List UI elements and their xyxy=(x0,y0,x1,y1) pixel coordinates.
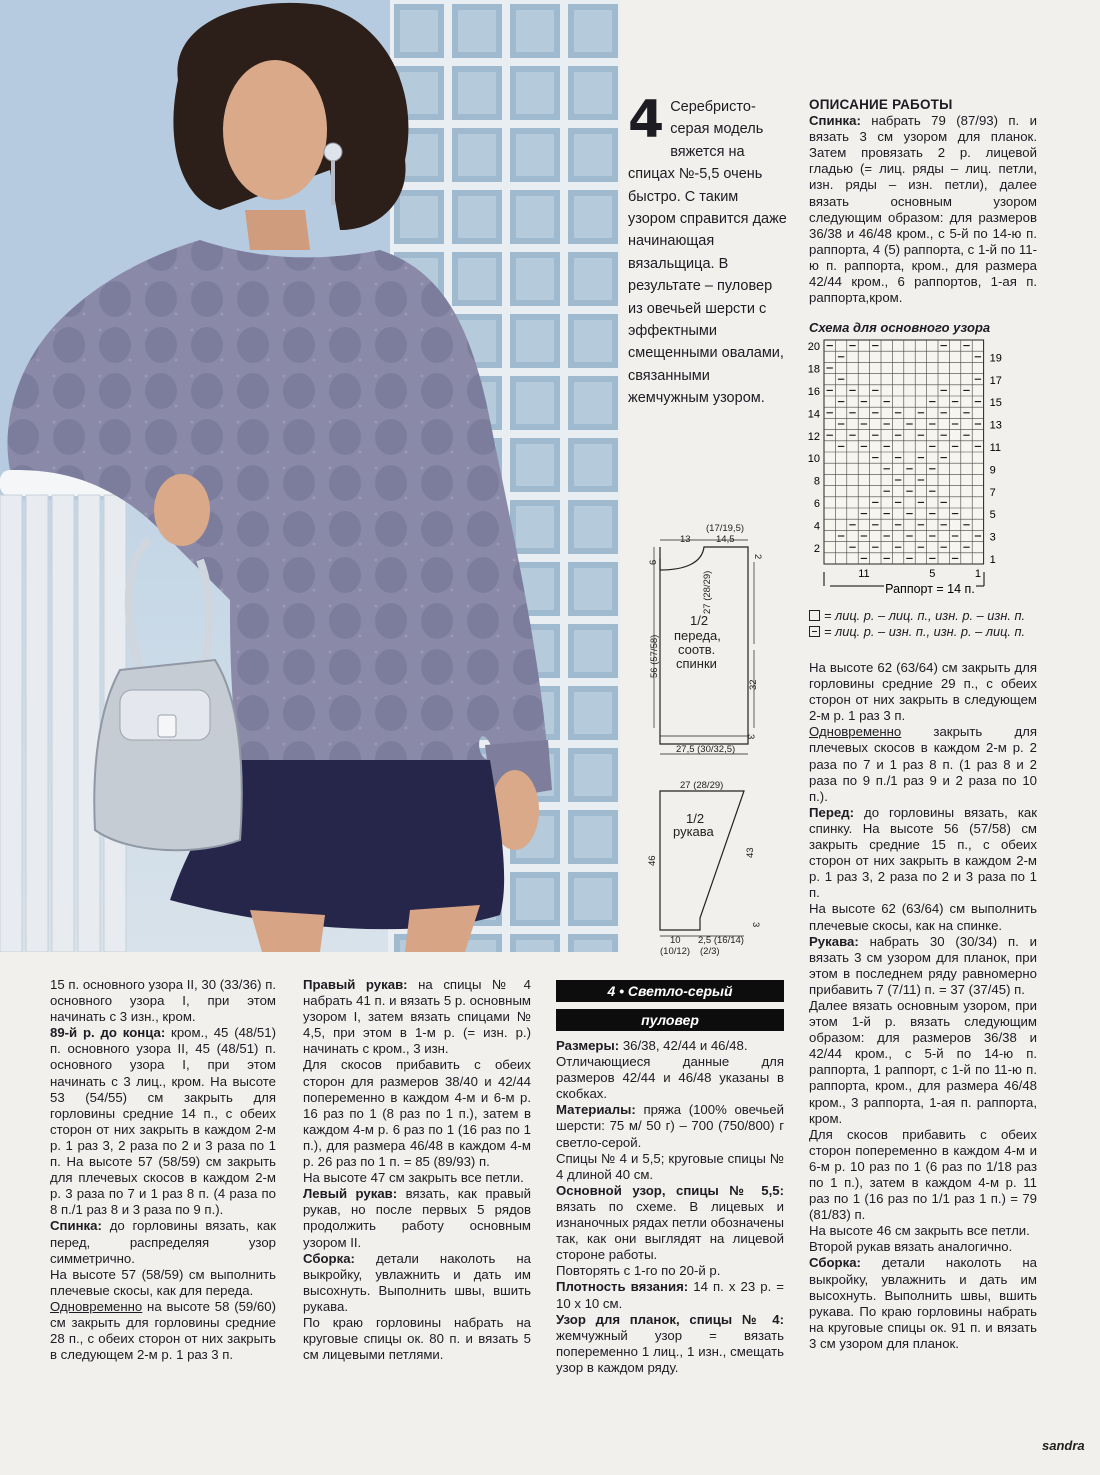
pattern-text: вязать по схеме. В лицевых и изнаночных рядах петли обозначены так, как они выглядят на лицевой стороне работы. xyxy=(556,1198,784,1263)
dim-neck-depth-right: 2 xyxy=(752,554,763,560)
sleeve-right-dim: 43 xyxy=(745,847,756,858)
gauge-text: 14 п. х 23 р. = 10 х 10 см. xyxy=(556,1279,785,1311)
front-label: Перед: xyxy=(809,804,854,820)
chart-row-label: 3 xyxy=(989,531,996,544)
sleeves-text: набрать 30 (30/34) п. и вязать 3 см узором для планок, при этом в последнем ряду равномерно прибавить 7 (7/11) п. = 37 (37/45) п. xyxy=(809,933,1037,997)
sleeve-hem-dim: 3 xyxy=(750,922,761,928)
assembly-label: Сборка: xyxy=(809,1255,861,1271)
model-photo xyxy=(0,0,620,952)
gauge-label: Плотность вязания: xyxy=(556,1279,689,1295)
chart-row-label: 9 xyxy=(989,464,996,477)
chart-row-label: 17 xyxy=(989,374,1002,387)
dim-bottom-width: 27,5 (30/32,5) xyxy=(676,744,736,755)
chart-row-label: 19 xyxy=(989,352,1002,365)
back2-neck: на высоте 58 (59/60) см закрыть для горловины средние 28 п., с обеих сторон от них закрыть в следующем 2-м р. 1 раз 3 п. xyxy=(50,1298,276,1363)
materials-text: пряжа (100% овечьей шерсти: 75 м/ 50 г) – 700 (750/800) г светло-серой. xyxy=(556,1102,784,1150)
chart-row-label: 7 xyxy=(989,486,996,499)
chart-row-label: 16 xyxy=(807,386,820,398)
chart-col-label: 5 xyxy=(929,568,936,580)
chart-col-label: 1 xyxy=(974,568,981,580)
sleeves-increase-text: Для скосов прибавить с обеих сторон попеременно в каждом 4-м и 6-м р. 10 раз по 1 (6 раз по 1/18 раз по 1 п.), затем в каждом 4-м р. 11 раз по 1 (16 раз по 1/1 раз 1 п.) = 79 (81/83) п. xyxy=(809,1126,1037,1223)
legend-row-dash: = лиц. р. – изн. п., изн. р. – лиц. п. xyxy=(809,624,1039,640)
chart-row-label: 15 xyxy=(989,397,1002,410)
right-sleeve-text: на спицы № 4 набрать 41 п. и вязать 5 р. основным узором I, затем вязать спицами № 4,5, при этом в 1-м р. (= изн. р.) начинать с кром., 3 изн. xyxy=(303,977,531,1057)
sleeve-left-dim: 46 xyxy=(647,855,658,866)
assembly2-label: Сборка: xyxy=(303,1250,355,1266)
dim-hem-right: 3 xyxy=(745,734,756,740)
work-description xyxy=(809,97,1037,306)
dash-box-icon xyxy=(809,626,820,637)
sleeve-bottom-b: (10/12) xyxy=(660,946,691,957)
sleeve-top-dim: 27 (28/29) xyxy=(680,780,724,791)
sleeve-bottom-a: 10 xyxy=(670,935,681,946)
chart-row-label: 11 xyxy=(989,442,1002,454)
sizes-note: Отличающиеся данные для размеров 42/44 и 46/48 указаны в скобках. xyxy=(556,1054,784,1102)
chart-row-label: 10 xyxy=(807,453,820,466)
shoulder-text: закрыть для плечевых скосов в каждом 2-м р. 2 раза по 7 и 1 раз 8 п. (1 раз 8 и 2 раза по 9 п./1 раз 9 и 2 раза по 10 п.). xyxy=(809,724,1037,804)
chart-row-label: 4 xyxy=(813,520,820,533)
rapport-label: Раппорт = 14 п. xyxy=(885,582,975,596)
chart-row-label: 1 xyxy=(989,554,996,566)
sleeves-pattern-text: Далее вязать основным узором, при этом 1-й р. вязать следующим образом: для размеров 36/38 и 42/44 кром., с 5-й по 14-ю п. раппорта, 1 раппорт, с 1-й по 11-ю п. раппорта, кром., для размера 46/48 кром., 3 раппорта, 1-ая п. раппорта, кром. xyxy=(809,997,1037,1126)
chart-row-label: 12 xyxy=(807,430,820,443)
back-label: Спинка: xyxy=(809,113,861,129)
dim-top-total: (17/19,5) xyxy=(706,523,745,534)
chart-legend xyxy=(809,608,1039,640)
sleeve-bindoff: На высоте 47 см закрыть все петли. xyxy=(303,1170,524,1186)
chart-row-label: 2 xyxy=(813,542,820,555)
instructions-col-2 xyxy=(303,977,531,1363)
pattern-label: Основной узор, спицы № 5,5: xyxy=(556,1182,784,1198)
sleeve-bottom-c: 2,5 (16/14) xyxy=(698,935,744,946)
sleeve-increase-text: Для скосов прибавить с обеих сторон для размеров 38/40 и 42/44 попеременно в каждом 4-м и 6-м р. 16 раз по 1 (8 раз по 1 п.), затем в каждом 4-м р. 6 раз по 1 (16 раз по 1 п.), для размера 46/48 в каждом 4-м р. 26 раз по 1 п. = 85 (89/93) п. xyxy=(303,1057,531,1170)
dim-top-a: 13 xyxy=(680,534,691,545)
col1-intro: 15 п. основного узора II, 30 (33/36) п. основного узора I, при этом начинать с 3 изн., кром. xyxy=(50,977,276,1025)
chart-col-label: 11 xyxy=(858,568,870,580)
needles-text: Спицы № 4 и 5,5; круговые спицы № 4 длиной 40 см. xyxy=(556,1150,784,1182)
sleeves-label: Рукава: xyxy=(809,933,859,949)
model-banner: 4 • Светло-серый xyxy=(556,980,784,1002)
chart-row-label: 5 xyxy=(989,509,996,522)
chart-row-label: 18 xyxy=(807,363,820,376)
back-text: набрать 79 (87/93) п. и вязать 3 см узором для планок. Затем провязать 2 р. лицевой гладью (= лиц. ряды – лиц. петли, изн. ряды – изн. петли), далее вязать основным узором следующим образом: для размеров 36/38 и 46/48 кром., с 5-й по 14-ю п. раппорта, 4 (5) раппорта, с 1-й по 11-ю п. раппорта, кром., для размера 42/44 кром., 6 раппортов, 1-ая п. раппорта,кром. xyxy=(809,113,1037,306)
sleeves-bindoff-text: На высоте 46 см закрыть все петли. xyxy=(809,1223,1030,1239)
sizes-text: 36/38, 42/44 и 46/48. xyxy=(619,1038,748,1053)
second-sleeve-text: Второй рукав вязать аналогично. xyxy=(809,1239,1013,1255)
instructions-right xyxy=(809,660,1037,1352)
sizes-label: Размеры: xyxy=(556,1038,620,1053)
dim-top-b: 14,5 xyxy=(716,534,735,545)
back2-shoulder: На высоте 57 (58/59) см выполнить плечевые скосы, как для переда. xyxy=(50,1266,276,1298)
chart-row-label: 8 xyxy=(813,475,820,488)
sleeve-label-1: 1/2 xyxy=(686,811,705,826)
model-banner-sub: пуловер xyxy=(556,1009,784,1031)
body-label-2: переда, xyxy=(674,628,721,643)
section-heading: ОПИСАНИЕ РАБОТЫ xyxy=(809,97,953,112)
pattern-schematic xyxy=(640,518,780,968)
right-sleeve-label: Правый рукав: xyxy=(303,977,408,992)
row89-label: 89-й р. до конца: xyxy=(50,1025,166,1041)
dim-side-height: 56 (57/58) xyxy=(649,634,660,678)
neckline-text: По краю горловины набрать на круговые спицы ок. 80 п. и вязать 5 см лицевыми петлями. xyxy=(303,1314,531,1363)
body-label-1: 1/2 xyxy=(690,613,709,628)
repeat-text: Повторять с 1-го по 20-й р. xyxy=(556,1263,721,1279)
sleeve-bottom-d: (2/3) xyxy=(700,946,720,957)
body-label-4: спинки xyxy=(676,656,717,671)
simultaneously2-label: Одновременно xyxy=(50,1298,143,1314)
dim-armhole: 27 (28/29) xyxy=(702,570,713,614)
row89-text: кром., 45 (48/51) п. основного узора II, 45 (48/51) п. основного узора I, при этом начинать с 3 лиц., кром. На высоте 53 (54/55) см закрыть для горловины средние 14 п., с обеих сторон от них закрыть в каждом 2-м р. 1 раз 3, 2 раза по 2 и 3 раза по 1 п. На высоте 57 (58/59) см закрыть для плечевых скосов в каждом 2-м р. 3 раза по 7 и 1 раз 8 п. (4 раза по 8 п./1 раз 8 и 3 раза по 9 п.). xyxy=(50,1025,276,1218)
chart-row-label: 20 xyxy=(807,341,820,354)
intro-block xyxy=(628,90,788,410)
back2-label: Спинка: xyxy=(50,1218,102,1234)
body-label-3: соотв. xyxy=(678,642,716,657)
neck-text: На высоте 62 (63/64) см закрыть для горловины средние 29 п., с обеих сторон от них закрыть в следующем 2-м р. 1 раз 3 п. xyxy=(809,660,1037,724)
intro-text: Серебристо-серая модель вяжется на спицах №-5,5 очень быстро. С таким узором справится даже начинающая вязальщица. В результате – пуловер из овечьей шерсти с эффектными смещенными овалами, связанными жемчужным узором. xyxy=(628,99,787,407)
instructions-col-3 xyxy=(556,980,784,1376)
chart-row-label: 6 xyxy=(813,498,820,510)
schema-title: Схема для основного узора xyxy=(809,320,991,335)
empty-box-icon xyxy=(809,610,820,621)
left-sleeve-label: Левый рукав: xyxy=(303,1186,398,1202)
instructions-col-1 xyxy=(50,977,276,1363)
brand-footer: sandra xyxy=(1042,1438,1085,1453)
left-sleeve-text: вязать, как правый рукав, но после первых 5 рядов продолжить работу основным узором II. xyxy=(303,1186,531,1250)
simultaneously-label: Одновременно xyxy=(809,724,902,740)
knitting-chart xyxy=(800,336,1020,606)
band-label: Узор для планок, спицы № 4: xyxy=(556,1311,784,1327)
legend-row-plain: = лиц. р. – лиц. п., изн. р. – изн. п. xyxy=(809,608,1039,624)
chart-row-label: 13 xyxy=(989,419,1002,432)
chart-row-label: 14 xyxy=(807,408,820,421)
front-text: до горловины вязать, как спинку. На высоте 56 (57/58) см закрыть средние 15 п., с обеих сторон от них закрыть в каждом 2-м р. 1 раз 3, 2 раза по 2 и 3 раза по 1 п. xyxy=(809,804,1037,901)
front-shoulders-text: На высоте 62 (63/64) см выполнить плечевые скосы, как на спинке. xyxy=(809,901,1037,933)
assembly-text: детали наколоть на выкройку, увлажнить и дать им высохнуть. Выполнить швы, вшить рукава. По краю горловины набрать на круговые спицы ок. 91 п. и вязать 3 см узором для планок. xyxy=(809,1255,1037,1351)
model-number: 4 xyxy=(628,90,665,150)
materials-label: Материалы: xyxy=(556,1102,636,1118)
back2-text: до горловины вязать, как перед, распределяя узор симметрично. xyxy=(50,1218,276,1266)
sleeve-label-2: рукава xyxy=(673,824,714,839)
dim-lower-side: 32 xyxy=(748,679,759,690)
band-text: жемчужный узор = вязать попеременно 1 лиц., 1 изн., смещать узор в каждом ряду. xyxy=(556,1327,784,1375)
dim-neck-depth: 6 xyxy=(648,559,659,565)
assembly2-text: детали наколоть на выкройку, увлажнить и дать им высохнуть. Выполнить швы, вшить рукава. xyxy=(303,1250,531,1314)
